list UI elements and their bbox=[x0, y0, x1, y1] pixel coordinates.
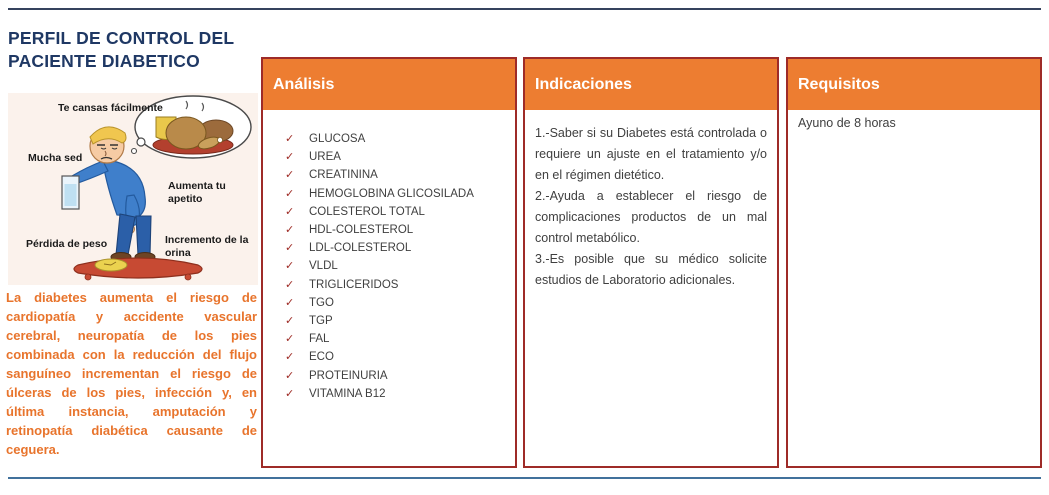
list-item bbox=[285, 166, 509, 184]
test-name: LDL-COLESTEROL bbox=[309, 242, 412, 255]
indicacion-paragraph: 3.-Es posible que su médico solicite estudios de Laboratorio adicionales. bbox=[535, 252, 767, 287]
check-icon: ✓ bbox=[285, 205, 295, 218]
test-name: TGP bbox=[309, 315, 333, 328]
list-item bbox=[285, 367, 509, 385]
check-icon: ✓ bbox=[285, 260, 295, 273]
test-name: HEMOGLOBINA GLICOSILADA bbox=[309, 187, 474, 200]
check-icon: ✓ bbox=[285, 151, 295, 164]
test-name: VLDL bbox=[309, 260, 338, 273]
symptom-label-urine: Incremento de la orina bbox=[165, 234, 249, 259]
list-item bbox=[285, 148, 509, 166]
check-icon: ✓ bbox=[285, 278, 295, 291]
list-item bbox=[285, 312, 509, 330]
analisis-header: Análisis bbox=[263, 59, 515, 110]
test-name: COLESTEROL TOTAL bbox=[309, 205, 425, 218]
check-icon: ✓ bbox=[285, 351, 295, 364]
list-item bbox=[285, 185, 509, 203]
bottom-divider-line bbox=[8, 477, 1041, 479]
check-icon: ✓ bbox=[285, 333, 295, 346]
symptom-label-appetite: Aumenta tu apetito bbox=[168, 180, 226, 205]
check-icon: ✓ bbox=[285, 133, 295, 145]
test-name: GLUCOSA bbox=[309, 133, 366, 145]
check-icon: ✓ bbox=[285, 387, 295, 400]
list-item bbox=[285, 348, 509, 366]
symptom-label-weight-loss: Pérdida de peso bbox=[26, 238, 108, 250]
test-name: PROTEINURIA bbox=[309, 369, 388, 382]
weight-scale-icon bbox=[74, 258, 202, 280]
list-item bbox=[285, 385, 509, 403]
symptom-label-tired: Te cansas fácilmente bbox=[58, 102, 163, 114]
test-name: HDL-COLESTEROL bbox=[309, 224, 414, 237]
list-item bbox=[285, 276, 509, 294]
indicacion-paragraph: 2.-Ayuda a establecer el riesgo de complicaciones productos de un mal control metabólico. bbox=[535, 189, 767, 245]
top-divider-line bbox=[8, 8, 1041, 10]
check-icon: ✓ bbox=[285, 315, 295, 328]
indicacion-paragraph: 1.-Saber si su Diabetes está controlada o requiere un ajuste en el tratamiento y/o en el régimen dietético. bbox=[535, 126, 767, 182]
page-title-line2: PACIENTE DIABETICO bbox=[8, 51, 200, 71]
check-icon: ✓ bbox=[285, 242, 295, 255]
requisitos-header: Requisitos bbox=[788, 59, 1040, 110]
list-item bbox=[285, 221, 509, 239]
indicaciones-column bbox=[523, 57, 779, 468]
test-name: ECO bbox=[309, 351, 334, 364]
test-name: CREATININA bbox=[309, 169, 378, 182]
requisitos-body: Ayuno de 8 horas bbox=[798, 116, 896, 130]
check-icon: ✓ bbox=[285, 224, 295, 237]
analisis-test-list bbox=[263, 110, 515, 403]
analisis-column bbox=[261, 57, 517, 468]
test-name: TGO bbox=[309, 296, 334, 309]
list-item bbox=[285, 257, 509, 275]
indicaciones-body bbox=[525, 110, 777, 291]
list-item bbox=[285, 130, 509, 148]
list-item bbox=[285, 203, 509, 221]
diabetes-symptoms-illustration bbox=[8, 93, 258, 285]
test-name: VITAMINA B12 bbox=[309, 387, 386, 400]
check-icon: ✓ bbox=[285, 296, 295, 309]
check-icon: ✓ bbox=[285, 187, 295, 200]
test-name: TRIGLICERIDOS bbox=[309, 278, 399, 291]
test-name: UREA bbox=[309, 151, 341, 164]
requisitos-column bbox=[786, 57, 1042, 468]
test-name: FAL bbox=[309, 333, 330, 346]
check-icon: ✓ bbox=[285, 369, 295, 382]
diabetes-risk-paragraph: La diabetes aumenta el riesgo de cardiopatía y accidente vascular cerebral, neuropatía de los pies combinada con la reducción del flujo sanguíneo incrementan el riesgo de úlceras de los pies, infección y, en última instancia, amputación y retinopatía diabética causante de ceguera. bbox=[6, 290, 257, 457]
page-title bbox=[8, 27, 268, 73]
page-title-line1: PERFIL DE CONTROL DEL bbox=[8, 28, 235, 48]
list-item bbox=[285, 330, 509, 348]
indicaciones-header: Indicaciones bbox=[525, 59, 777, 110]
check-icon: ✓ bbox=[285, 169, 295, 182]
symptom-label-thirst: Mucha sed bbox=[28, 152, 83, 164]
list-item bbox=[285, 294, 509, 312]
list-item bbox=[285, 239, 509, 257]
